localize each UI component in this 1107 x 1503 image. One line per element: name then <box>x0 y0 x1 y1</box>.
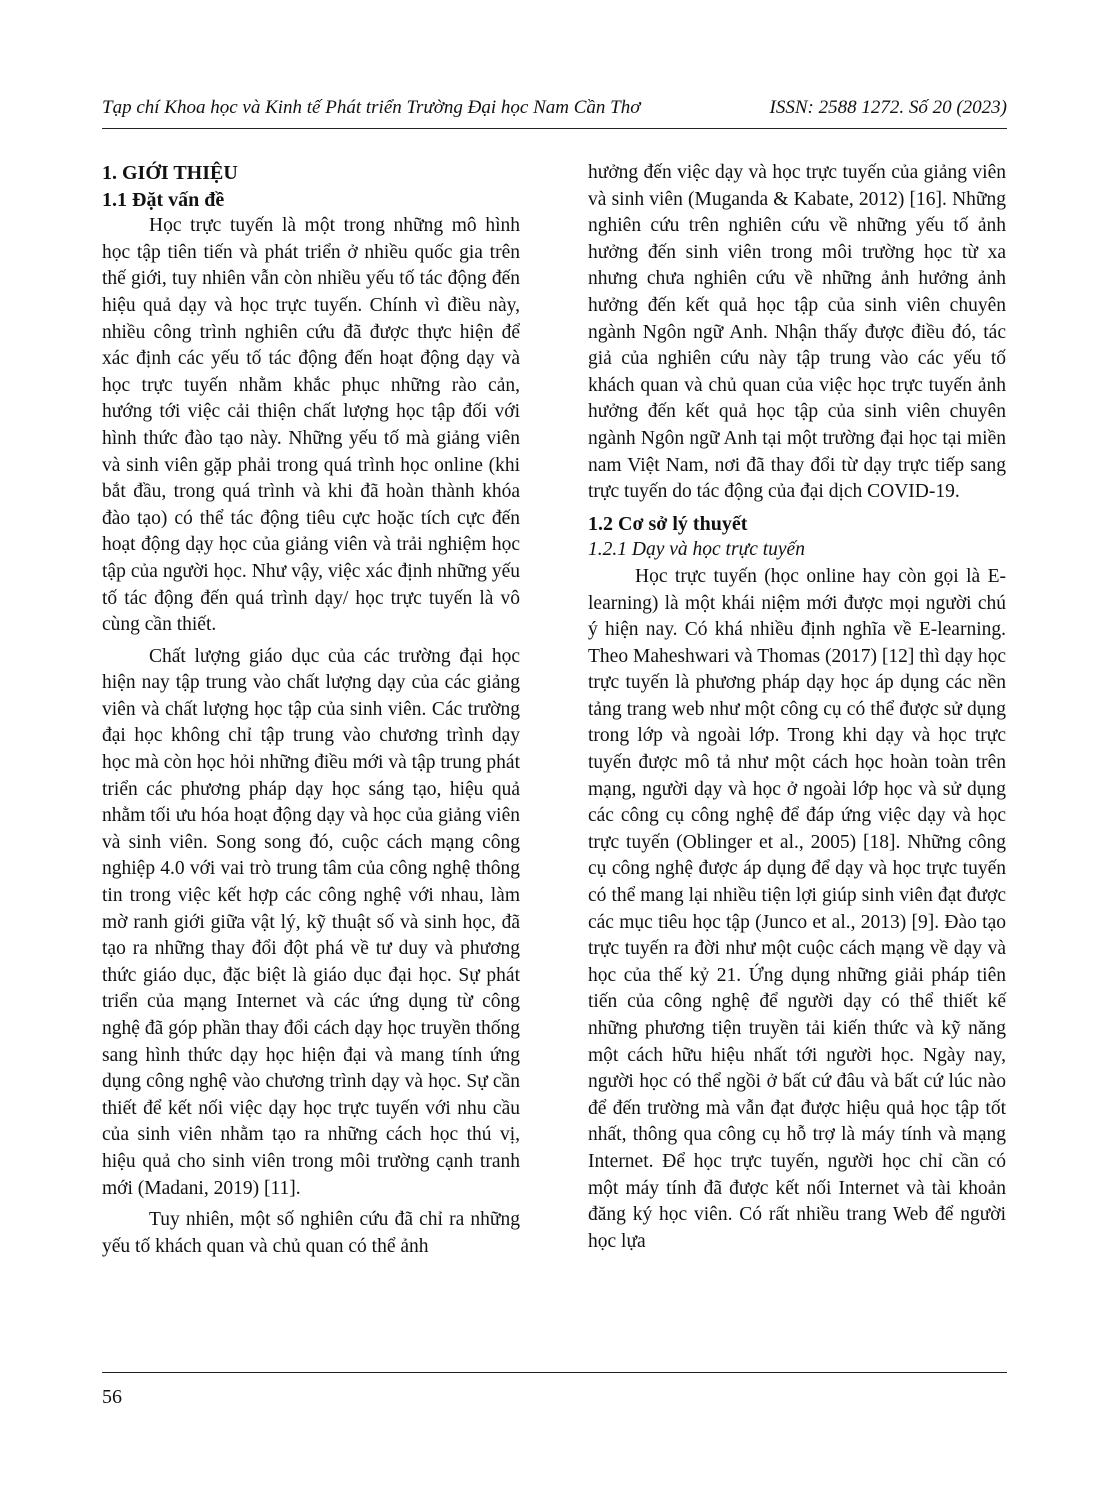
issn-issue: ISSN: 2588 1272. Số 20 (2023) <box>769 97 1007 118</box>
right-column <box>588 160 1006 1260</box>
paragraph: Chất lượng giáo dục của các trường đại học hiện nay tập trung vào chất lượng dạy của các giảng viên và chất lượng học tập của sinh viên. Các trường đại học không chỉ tập trung vào chương trình dạy học mà còn học hỏi những điều mới và tập trung phát triển các phương pháp dạy học sáng tạo, hiệu quả nhằm tối ưu hóa hoạt động dạy và học của giảng viên và sinh viên. Song song đó, cuộc cách mạng công nghiệp 4.0 với vai trò trung tâm của công nghệ thông tin trong việc kết hợp các công nghệ với nhau, làm mờ ranh giới giữa vật lý, kỹ thuật số và sinh học, đã tạo ra những thay đổi đột phá về tư duy và phương thức giáo dục, đặc biệt là giáo dục đại học. Sự phát triển của mạng Internet và các ứng dụng từ công nghệ đã góp phần thay đổi cách dạy học truyền thống sang hình thức dạy học hiện đại và mang tính ứng dụng công nghệ vào chương trình dạy và học. Sự cần thiết để kết nối việc dạy học trực tuyến với nhu cầu của sinh viên nhằm tạo ra những cách học thú vị, hiệu quả cho sinh viên trong môi trường cạnh tranh mới (Madani, 2019) [11]. <box>102 645 520 1199</box>
header-rule <box>102 128 1007 129</box>
journal-title: Tạp chí Khoa học và Kinh tế Phát triển Trường Đại học Nam Cần Thơ <box>102 97 641 118</box>
subsection-title-1-2: 1.2 Cơ sở lý thuyết <box>588 512 748 535</box>
paragraph: Học trực tuyến (học online hay còn gọi là E-learning) là một khái niệm mới được mọi người chú ý hiện nay. Có khá nhiều định nghĩa về E-learning. Theo Maheshwari và Thomas (2017) [12] thì dạy học trực tuyến là phương pháp dạy học áp dụng các nền tảng trang web như một công cụ có thể được sử dụng trong lớp và ngoài lớp. Trong khi dạy và học trực tuyến được mô tả như một cách học hoàn toàn trên mạng, người dạy và học ở ngoài lớp học và sử dụng các công cụ công nghệ để đáp ứng việc dạy và học trực tuyến (Oblinger et al., 2005) [18]. Những công cụ công nghệ được áp dụng để dạy và học trực tuyến có thể mang lại nhiều tiện lợi giúp sinh viên đạt được các mục tiêu học tập (Junco et al., 2013) [9]. Đào tạo trực tuyến ra đời như một cuộc cách mạng về dạy và học của thế kỷ 21. Ứng dụng những giải pháp tiên tiến của công nghệ để người dạy có thể thiết kế những phương tiện truyền tải kiến thức và kỹ năng một cách hữu hiệu nhất tới người học. Ngày nay, người học có thể ngồi ở bất cứ đâu và bất cứ lúc nào để đến trường mà vẫn đạt được hiệu quả học tập tốt nhất, thông qua công cụ hỗ trợ là máy tính và mạng Internet. Để học trực tuyến, người học chỉ cần có một máy tính đã được kết nối Internet và tài khoản đăng ký học viên. Có rất nhiều trang Web để người học lựa <box>588 565 1006 1252</box>
left-column <box>102 160 520 1265</box>
running-header <box>102 96 1007 120</box>
footer-rule <box>102 1372 1007 1373</box>
subsection-title-1-1: 1.1 Đặt vấn đề <box>102 188 225 211</box>
paragraph: Tuy nhiên, một số nghiên cứu đã chỉ ra những yếu tố khách quan và chủ quan có thể ảnh <box>102 1209 520 1257</box>
section-title: 1. GIỚI THIỆU <box>102 162 238 184</box>
paragraph: Học trực tuyến là một trong những mô hình học tập tiên tiến và phát triển ở nhiều quốc gia trên thế giới, tuy nhiên vẫn còn nhiều yếu tố tác động đến hiệu quả dạy và học trực tuyến. Chính vì điều này, nhiều công trình nghiên cứu đã được thực hiện để xác định các yếu tố tác động đến hoạt động dạy và học trực tuyến nhằm khắc phục những rào cản, hướng tới việc cải thiện chất lượng học tập đối với hình thức đào tạo này. Những yếu tố mà giảng viên và sinh viên gặp phải trong quá trình học online (khi bắt đầu, trong quá trình và khi đã hoàn thành khóa đào tạo) có thể tác động tiêu cực hoặc tích cực đến hoạt động dạy học của giảng viên và trải nghiệm học tập của người học. Như vậy, việc xác định những yếu tố tác động đến quá trình dạy/ học trực tuyến là vô cùng cần thiết. <box>102 215 520 636</box>
subsubsection-title-1-2-1: 1.2.1 Dạy và học trực tuyến <box>588 539 805 561</box>
page-number: 56 <box>102 1386 122 1408</box>
paragraph-continuation: hưởng đến việc dạy và học trực tuyến của giảng viên và sinh viên (Muganda & Kabate, 2012) [16]. Những nghiên cứu trên nghiên cứu về những yếu tố ảnh hưởng đến sinh viên trong môi trường học từ xa nhưng chưa nghiên cứu về những ảnh hưởng ảnh hưởng đến kết quả học tập của sinh viên chuyên ngành Ngôn ngữ Anh. Nhận thấy được điều đó, tác giả của nghiên cứu này tập trung vào các yếu tố khách quan và chủ quan của việc học trực tuyến ảnh hưởng đến kết quả học tập của sinh viên chuyên ngành Ngôn ngữ Anh tại một trường đại học tại miền nam Việt Nam, nơi đã thay đổi từ dạy trực tiếp sang trực tuyến do tác động của đại dịch COVID-19. <box>588 162 1006 503</box>
